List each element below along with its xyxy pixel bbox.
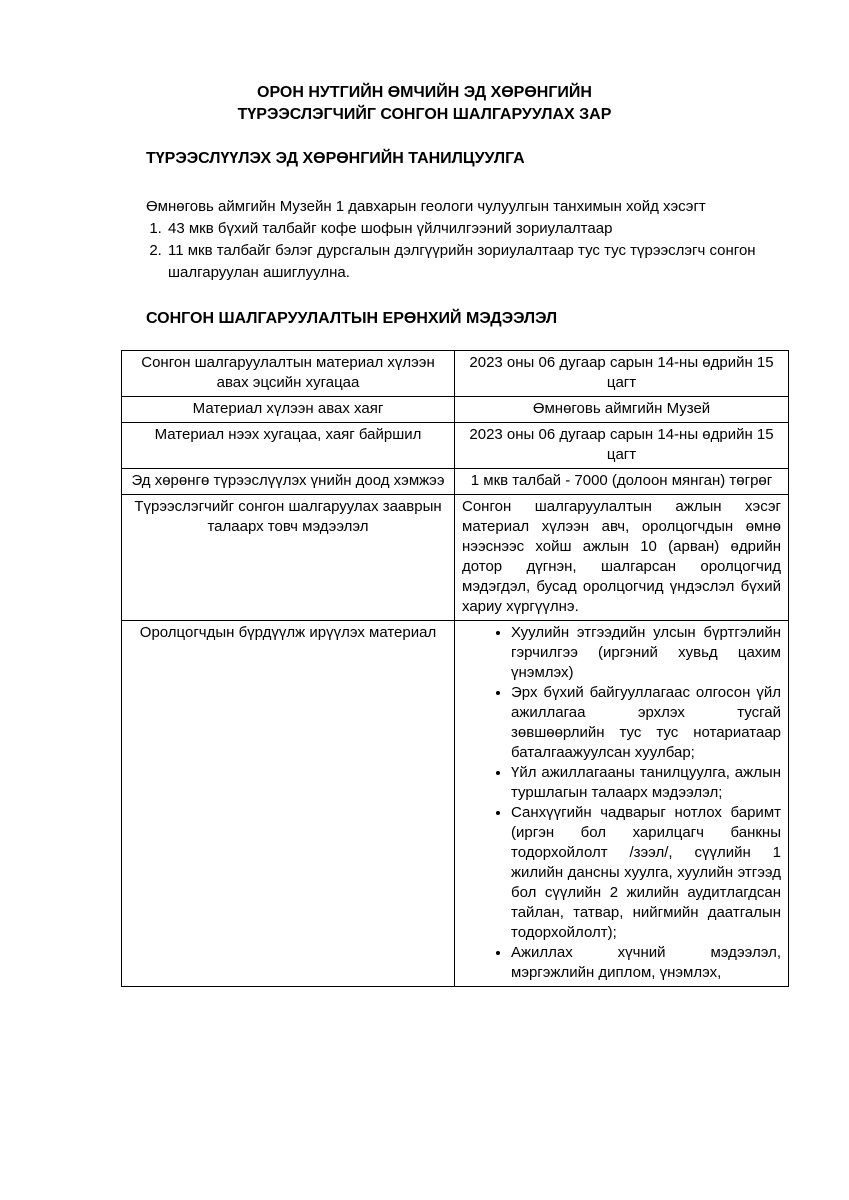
row-label: Эд хөрөнгө түрээслүүлэх үнийн доод хэмжээ (122, 469, 455, 495)
info-table (121, 350, 789, 987)
row-value: Өмнөговь аймгийн Музей (455, 397, 789, 423)
table-row-materials (122, 621, 789, 987)
row-value: 1 мкв талбай - 7000 (долоон мянган) төгрөг (455, 469, 789, 495)
general-heading: СОНГОН ШАЛГАРУУЛАЛТЫН ЕРӨНХИЙ МЭДЭЭЛЭЛ (146, 310, 558, 327)
title-line-2: ТҮРЭЭСЛЭГЧИЙГ СОНГОН ШАЛГАРУУЛАХ ЗАР (237, 106, 612, 123)
materials-item-1: • Хуулийн этгээдийн улсын бүртгэлийн гэрчилгээ (иргэний хувьд цахим үнэмлэх) (511, 623, 781, 683)
row-value-materials (455, 621, 789, 987)
intro-item-1: 1. 43 мкв бүхий талбайг кофе шофын үйлчилгээний зориулалтаар (166, 218, 796, 240)
table-row (122, 469, 789, 495)
intro-item-2: 2. 11 мкв талбайг бэлэг дурсгалын дэлгүүрийн зориулалтаар тус тус түрээслэгч сонгон шалгаруулан ашиглуулна. (166, 240, 796, 284)
table-row (122, 495, 789, 621)
intro-heading: ТҮРЭЭСЛҮҮЛЭХ ЭД ХӨРӨНГИЙН ТАНИЛЦУУЛГА (146, 150, 525, 167)
materials-item-5: • Ажиллах хүчний мэдээлэл, мэргэжлийн диплом, үнэмлэх, (511, 943, 781, 983)
materials-item-4: • Санхүүгийн чадварыг нотлох баримт (иргэн бол харилцагч банкны тодорхойлолт /зээл/, сүүлийн 1 жилийн дансны хуулга, хуулийн этгээд бол сүүлийн 2 жилийн аудитлагдсан тайлан, татвар, нийгмийн даатгалын тодорхойлолт); (511, 803, 781, 943)
row-value: Сонгон шалгаруулалтын ажлын хэсэг материал хүлээн авч, оролцогчдын өмнө нээснээс хойш ажлын 10 (арван) өдрийн дотор дүгнэн, шалгарсан оролцогчид мэдэгдэл, бусад оролцогчид үндэслэл бүхий хариу хүргүүлнэ. (455, 495, 789, 621)
materials-list (462, 623, 781, 983)
intro-list (146, 218, 796, 284)
row-label: Материал хүлээн авах хаяг (122, 397, 455, 423)
materials-item-3: • Үйл ажиллагааны танилцуулга, ажлын туршлагын талаарх мэдээлэл; (511, 763, 781, 803)
table-row (122, 397, 789, 423)
row-value: 2023 оны 06 дугаар сарын 14-ны өдрийн 15 цагт (455, 423, 789, 469)
document-title (0, 82, 849, 126)
row-label: Оролцогчдын бүрдүүлж ирүүлэх материал (122, 621, 455, 987)
materials-item-2: • Эрх бүхий байгууллагаас олгосон үйл ажиллагаа эрхлэх тусгай зөвшөөрлийн тус тус нотариатаар баталгаажуулсан хуулбар; (511, 683, 781, 763)
intro-section (146, 196, 796, 284)
row-label: Материал нээх хугацаа, хаяг байршил (122, 423, 455, 469)
table-row (122, 351, 789, 397)
table-row (122, 423, 789, 469)
row-label: Түрээслэгчийг сонгон шалгаруулах зааврын талаарх товч мэдээлэл (122, 495, 455, 621)
row-label: Сонгон шалгаруулалтын материал хүлээн авах эцсийн хугацаа (122, 351, 455, 397)
intro-lead: Өмнөговь аймгийн Музейн 1 давхарын геологи чулуулгын танхимын хойд хэсэгт (146, 198, 706, 215)
title-line-1: ОРОН НУТГИЙН ӨМЧИЙН ЭД ХӨРӨНГИЙН (257, 84, 592, 101)
row-value: 2023 оны 06 дугаар сарын 14-ны өдрийн 15 цагт (455, 351, 789, 397)
